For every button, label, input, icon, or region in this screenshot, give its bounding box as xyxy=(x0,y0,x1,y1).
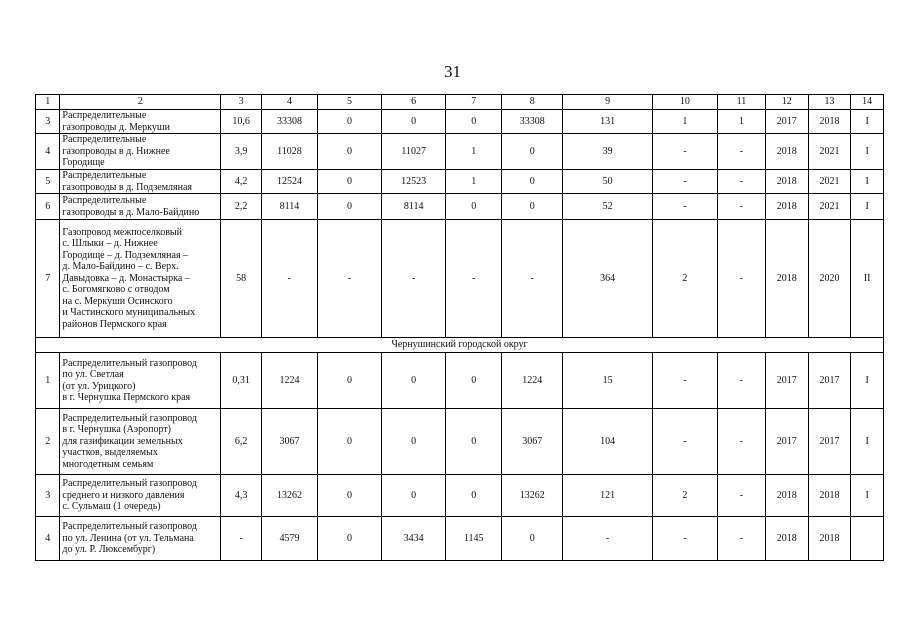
table-row xyxy=(36,220,884,338)
table-cell: 1 xyxy=(446,134,502,170)
table-cell: - xyxy=(652,517,717,561)
table-cell: 0 xyxy=(446,194,502,220)
table-cell: I xyxy=(851,110,884,134)
column-header: 11 xyxy=(718,95,766,110)
table-cell: 2018 xyxy=(808,110,851,134)
table-cell: 2021 xyxy=(808,134,851,170)
column-header: 5 xyxy=(317,95,381,110)
table-cell: II xyxy=(851,220,884,338)
column-header: 3 xyxy=(221,95,262,110)
table-cell: 0 xyxy=(317,170,381,194)
table-cell: 131 xyxy=(563,110,653,134)
table-cell: 12523 xyxy=(382,170,446,194)
table-cell: 2018 xyxy=(765,517,808,561)
table-cell: 4 xyxy=(36,134,60,170)
header-row xyxy=(36,95,884,110)
table-cell: I xyxy=(851,409,884,475)
table-cell: 3 xyxy=(36,475,60,517)
table-cell: 2018 xyxy=(765,134,808,170)
column-header: 7 xyxy=(446,95,502,110)
table-cell: 1 xyxy=(36,353,60,409)
table-cell xyxy=(851,517,884,561)
section-row xyxy=(36,338,884,353)
page-number: 31 xyxy=(444,62,461,81)
table-cell: - xyxy=(563,517,653,561)
table-cell: 0 xyxy=(317,353,381,409)
table-cell: 0 xyxy=(502,170,563,194)
object-name-cell: Распределительный газопровод в г. Чернушка (Аэропорт) для газификации земельных участков, выделяемых многодетным семьям xyxy=(60,409,221,475)
table-row xyxy=(36,475,884,517)
table-cell: 0 xyxy=(382,409,446,475)
table-cell: 39 xyxy=(563,134,653,170)
table-row xyxy=(36,409,884,475)
table-cell: - xyxy=(446,220,502,338)
table-cell: 0 xyxy=(317,194,381,220)
table-cell: 3434 xyxy=(382,517,446,561)
column-header: 10 xyxy=(652,95,717,110)
table-cell: - xyxy=(652,353,717,409)
table-cell: 2,2 xyxy=(221,194,262,220)
table-cell: - xyxy=(502,220,563,338)
table-cell: 0 xyxy=(446,475,502,517)
table-cell: - xyxy=(221,517,262,561)
object-name-cell: Распределительные газопроводы в д. Нижнее Городище xyxy=(60,134,221,170)
column-header: 1 xyxy=(36,95,60,110)
table-cell: 2020 xyxy=(808,220,851,338)
table-cell: 8114 xyxy=(261,194,317,220)
table-cell: - xyxy=(652,194,717,220)
table-cell: 2021 xyxy=(808,170,851,194)
object-name-cell: Распределительный газопровод по ул. Светлая (от ул. Урицкого) в г. Чернушка Пермского края xyxy=(60,353,221,409)
table-cell: 33308 xyxy=(502,110,563,134)
object-name-cell: Распределительные газопроводы д. Меркуши xyxy=(60,110,221,134)
object-name-cell: Распределительный газопровод по ул. Ленина (от ул. Тельмана до ул. Р. Люксембург) xyxy=(60,517,221,561)
table-cell: 11028 xyxy=(261,134,317,170)
table-cell: 1145 xyxy=(446,517,502,561)
table-cell: I xyxy=(851,194,884,220)
table-cell: 12524 xyxy=(261,170,317,194)
table-cell: 0,31 xyxy=(221,353,262,409)
table-cell: 4,2 xyxy=(221,170,262,194)
table-cell: 2017 xyxy=(765,110,808,134)
table-cell: - xyxy=(718,170,766,194)
table-cell: 2 xyxy=(652,220,717,338)
table-cell: I xyxy=(851,475,884,517)
table-cell: - xyxy=(652,170,717,194)
gas-pipeline-table xyxy=(35,94,884,561)
table-cell: 33308 xyxy=(261,110,317,134)
column-header: 6 xyxy=(382,95,446,110)
table-row xyxy=(36,517,884,561)
table-cell: - xyxy=(317,220,381,338)
table-cell: 0 xyxy=(382,110,446,134)
table-cell: 2018 xyxy=(765,170,808,194)
table-row xyxy=(36,110,884,134)
table-cell: 1 xyxy=(652,110,717,134)
table-cell: 1 xyxy=(446,170,502,194)
table-cell: 0 xyxy=(382,353,446,409)
table-cell: 13262 xyxy=(261,475,317,517)
table-cell: - xyxy=(718,475,766,517)
table-cell: 0 xyxy=(317,110,381,134)
table-cell: 2 xyxy=(36,409,60,475)
table-cell: - xyxy=(382,220,446,338)
table-cell: 0 xyxy=(382,475,446,517)
table-cell: 6 xyxy=(36,194,60,220)
table-cell: - xyxy=(718,194,766,220)
table-cell: 2017 xyxy=(765,409,808,475)
table-cell: 0 xyxy=(317,409,381,475)
table-cell: 6,2 xyxy=(221,409,262,475)
object-name-cell: Газопровод межпоселковый с. Шлыки – д. Нижнее Городище – д. Подземляная – д. Мало-Байдино – с. Верх. Давыдовка – д. Монастырка – с. Богомягково с отводом на с. Меркуши Осинского и Частинского муниципальных районов Пермского края xyxy=(60,220,221,338)
table-cell: 1224 xyxy=(502,353,563,409)
object-name-cell: Распределительные газопроводы в д. Подземляная xyxy=(60,170,221,194)
table-cell: - xyxy=(718,134,766,170)
table-cell: 0 xyxy=(446,409,502,475)
table-cell: 2018 xyxy=(808,475,851,517)
table-cell: I xyxy=(851,170,884,194)
table-cell: 121 xyxy=(563,475,653,517)
table-cell: 4,3 xyxy=(221,475,262,517)
table-row xyxy=(36,353,884,409)
column-header: 12 xyxy=(765,95,808,110)
column-header: 4 xyxy=(261,95,317,110)
table-cell: I xyxy=(851,353,884,409)
table-cell: 13262 xyxy=(502,475,563,517)
table-row xyxy=(36,194,884,220)
table-cell: 7 xyxy=(36,220,60,338)
table-cell: 10,6 xyxy=(221,110,262,134)
table-cell: 58 xyxy=(221,220,262,338)
table-cell: 2017 xyxy=(765,353,808,409)
table-cell: 2018 xyxy=(765,475,808,517)
table-cell: 104 xyxy=(563,409,653,475)
table-cell: 0 xyxy=(446,353,502,409)
table-cell: 2 xyxy=(652,475,717,517)
column-header: 8 xyxy=(502,95,563,110)
table-cell: 50 xyxy=(563,170,653,194)
column-header: 14 xyxy=(851,95,884,110)
table-cell: 52 xyxy=(563,194,653,220)
table-cell: 2018 xyxy=(765,220,808,338)
column-header: 13 xyxy=(808,95,851,110)
table-cell: - xyxy=(652,409,717,475)
table-cell: 0 xyxy=(317,517,381,561)
table-cell: 0 xyxy=(446,110,502,134)
table-cell: 5 xyxy=(36,170,60,194)
table-cell: 8114 xyxy=(382,194,446,220)
table-cell: 15 xyxy=(563,353,653,409)
table-cell: - xyxy=(718,517,766,561)
table-cell: 0 xyxy=(502,517,563,561)
object-name-cell: Распределительный газопровод среднего и низкого давления с. Сульмаш (1 очередь) xyxy=(60,475,221,517)
table-row xyxy=(36,134,884,170)
table-cell: 2018 xyxy=(808,517,851,561)
table-cell: 3,9 xyxy=(221,134,262,170)
object-name-cell: Распределительные газопроводы в д. Мало-Байдино xyxy=(60,194,221,220)
table-cell: 2018 xyxy=(765,194,808,220)
table-cell: 3 xyxy=(36,110,60,134)
table-cell: 4 xyxy=(36,517,60,561)
table-cell: 3067 xyxy=(502,409,563,475)
column-header: 9 xyxy=(563,95,653,110)
table-cell: - xyxy=(718,409,766,475)
table-cell: 364 xyxy=(563,220,653,338)
table-cell: 0 xyxy=(502,194,563,220)
table-cell: - xyxy=(652,134,717,170)
table-cell: 3067 xyxy=(261,409,317,475)
table-cell: 1 xyxy=(718,110,766,134)
table-cell: 4579 xyxy=(261,517,317,561)
table-cell: 0 xyxy=(317,134,381,170)
section-title: Чернушинский городской округ xyxy=(36,338,884,353)
table-cell: 2021 xyxy=(808,194,851,220)
table-cell: 2017 xyxy=(808,409,851,475)
table-cell: - xyxy=(718,353,766,409)
table-cell: 1224 xyxy=(261,353,317,409)
table-row xyxy=(36,170,884,194)
table-cell: - xyxy=(718,220,766,338)
table-cell: 0 xyxy=(317,475,381,517)
table-cell: - xyxy=(261,220,317,338)
table-cell: 0 xyxy=(502,134,563,170)
table-cell: I xyxy=(851,134,884,170)
column-header: 2 xyxy=(60,95,221,110)
table-cell: 2017 xyxy=(808,353,851,409)
table-cell: 11027 xyxy=(382,134,446,170)
